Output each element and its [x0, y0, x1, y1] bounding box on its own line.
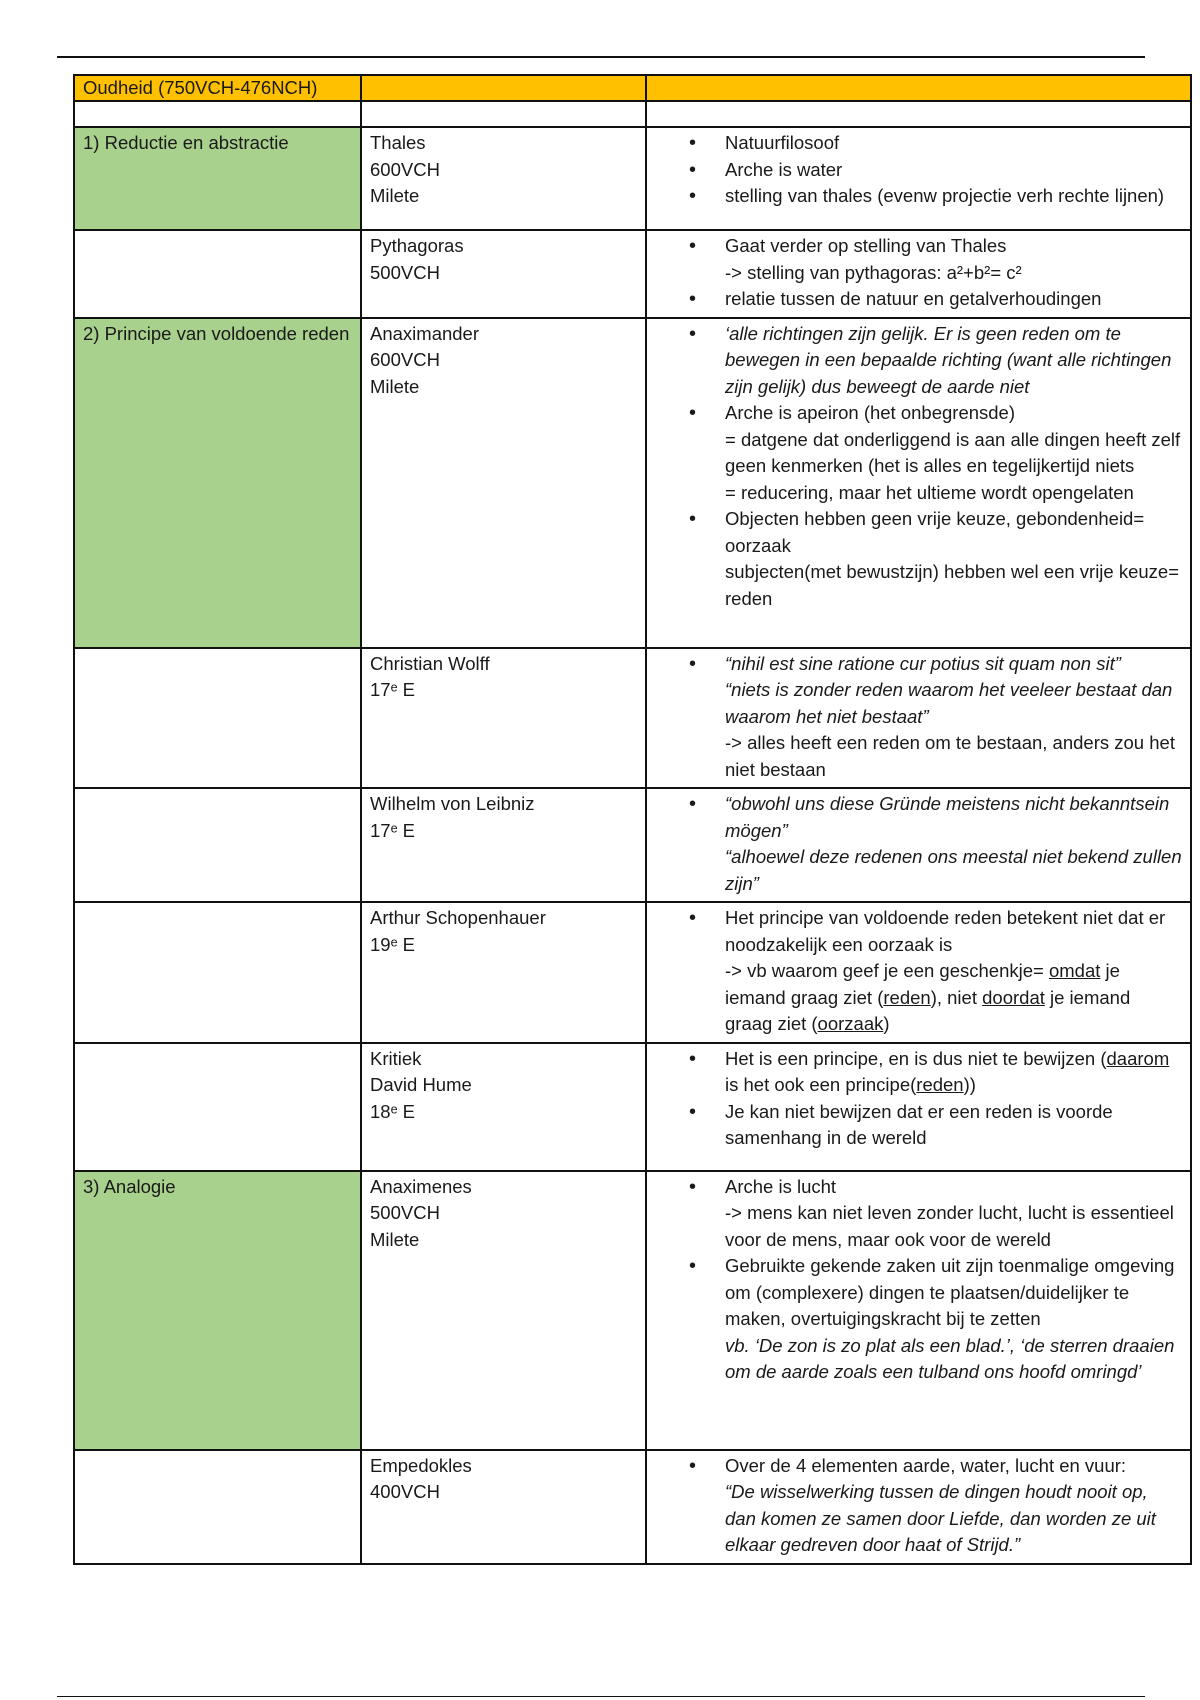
philosopher-detail: 17ᵉ E — [370, 679, 415, 700]
note-text: Arche is apeiron (het onbegrensde) — [725, 402, 1016, 423]
notes-table — [73, 74, 1192, 1565]
note-text: Gebruikte gekende zaken uit zijn toenmalige omgeving om (complexere) dingen te plaatsen/duidelijker te maken, overtuigingskracht bij te zetten — [725, 1255, 1175, 1329]
note-line — [725, 233, 1182, 260]
note-line — [725, 400, 1182, 427]
note-line — [725, 1099, 1182, 1152]
bullet-item — [725, 506, 1182, 612]
period-title: Oudheid (750VCH-476NCH) — [74, 75, 361, 101]
note-text: Het is een principe, en is dus niet te bewijzen ( — [725, 1047, 1107, 1069]
note-line — [725, 506, 1182, 559]
note-text: Het principe van voldoende reden betekent niet dat er noodzakelijk een oorzaak is — [725, 907, 1166, 955]
note-text: Over de 4 elementen aarde, water, lucht en vuur: — [725, 1454, 1127, 1476]
philosopher-name: Arthur Schopenhauer — [370, 907, 546, 928]
note-text: je iemand graag ziet ( — [725, 986, 1131, 1034]
underlined-term: reden — [883, 986, 931, 1008]
note-line — [725, 677, 1182, 730]
note-text: Arche is lucht — [725, 1175, 837, 1197]
philosopher-cell — [361, 1450, 646, 1564]
note-line — [725, 905, 1182, 958]
bullet-item — [725, 1046, 1182, 1099]
note-text: relatie tussen de natuur en getalverhoudingen — [725, 288, 1102, 309]
note-line — [725, 1046, 1182, 1099]
section-row — [74, 902, 1191, 1043]
bullet-list — [655, 905, 1182, 1038]
philosopher-detail: David Hume — [370, 1074, 472, 1095]
note-line — [725, 791, 1182, 844]
underlined-term: omdat — [1048, 960, 1101, 981]
section-row — [74, 230, 1191, 318]
section-row — [74, 1043, 1191, 1171]
topic-cell: 3) Analogie — [74, 1171, 361, 1450]
philosopher-name: Christian Wolff — [370, 652, 490, 674]
header-rule — [57, 56, 1145, 58]
philosopher-name: Thales — [370, 132, 426, 153]
note-text: je iemand graag ziet ( — [725, 960, 1120, 1008]
philosopher-cell — [361, 1171, 646, 1450]
note-line — [725, 1174, 1182, 1201]
topic-cell — [74, 902, 361, 1043]
philosopher-cell — [361, 788, 646, 902]
philosopher-name: Pythagoras — [370, 235, 464, 256]
philosopher-cell — [361, 902, 646, 1043]
notes-cell — [646, 1043, 1191, 1171]
header-cell-empty — [361, 75, 646, 101]
philosopher-cell — [361, 318, 646, 648]
topic-cell: 2) Principe van voldoende reden — [74, 318, 361, 648]
bullet-item — [725, 157, 1182, 184]
note-text: Gaat verder op stelling van Thales — [725, 235, 1007, 256]
bullet-list — [655, 321, 1182, 613]
note-text: )) — [963, 1074, 976, 1095]
notes-cell — [646, 788, 1191, 902]
note-line — [725, 844, 1182, 897]
bullet-item — [725, 321, 1182, 401]
notes-cell — [646, 648, 1191, 789]
underlined-term: daarom — [1106, 1047, 1170, 1069]
notes-cell — [646, 902, 1191, 1043]
bullet-item — [725, 233, 1182, 286]
philosopher-detail: 400VCH — [370, 1481, 440, 1502]
note-text: stelling van thales (evenw projectie verh rechte lijnen) — [725, 185, 1165, 206]
philosopher-detail: 19ᵉ E — [370, 933, 415, 955]
note-text: -> mens kan niet leven zonder lucht, lucht is essentieel voor de mens, maar ook voor de wereld — [725, 1202, 1174, 1250]
notes-cell — [646, 1450, 1191, 1564]
blank-cell — [646, 101, 1191, 127]
note-line — [725, 321, 1182, 401]
section-row — [74, 648, 1191, 789]
philosopher-cell — [361, 1043, 646, 1171]
note-line — [725, 1200, 1182, 1253]
note-line — [725, 480, 1182, 507]
philosopher-detail: Milete — [370, 1228, 420, 1250]
bullet-item — [725, 1099, 1182, 1152]
note-text: Objecten hebben geen vrije keuze, gebondenheid= oorzaak — [725, 508, 1145, 556]
bullet-item — [725, 905, 1182, 1038]
footer-rule — [57, 1696, 1145, 1697]
note-line — [725, 183, 1182, 210]
notes-cell — [646, 318, 1191, 648]
note-text: “niets is zonder reden waarom het veeleer bestaat dan waarom het niet bestaat” — [725, 679, 1173, 727]
note-text: “nihil est sine ratione cur potius sit quam non sit” — [725, 652, 1121, 674]
note-text: Je kan niet bewijzen dat er een reden is voorde samenhang in de wereld — [725, 1100, 1113, 1148]
bullet-list — [655, 130, 1182, 210]
notes-cell — [646, 127, 1191, 230]
section-row — [74, 1171, 1191, 1450]
philosopher-name: Anaximander — [370, 322, 480, 344]
note-line — [725, 559, 1182, 612]
note-line — [725, 130, 1182, 157]
topic-cell — [74, 1450, 361, 1564]
section-row — [74, 1450, 1191, 1564]
bullet-item — [725, 1453, 1182, 1559]
bullet-list — [655, 1046, 1182, 1152]
bullet-item — [725, 130, 1182, 157]
blank-cell — [361, 101, 646, 127]
topic-cell — [74, 648, 361, 789]
note-text: is het ook een principe( — [725, 1074, 917, 1095]
philosopher-name: Empedokles — [370, 1454, 472, 1476]
section-row — [74, 127, 1191, 230]
bullet-list — [655, 233, 1182, 313]
philosopher-name: Wilhelm von Leibniz — [370, 793, 535, 814]
philosopher-name: Kritiek — [370, 1047, 422, 1069]
note-text: subjecten(met bewustzijn) hebben wel een vrije keuze= reden — [725, 561, 1180, 609]
section-row — [74, 318, 1191, 648]
notes-cell — [646, 1171, 1191, 1450]
bullet-item — [725, 651, 1182, 784]
note-line — [725, 1253, 1182, 1333]
bullet-list — [655, 1174, 1182, 1386]
topic-cell — [74, 788, 361, 902]
bullet-item — [725, 400, 1182, 506]
topic-cell — [74, 1043, 361, 1171]
philosopher-cell — [361, 230, 646, 318]
bullet-list — [655, 651, 1182, 784]
note-text: Arche is water — [725, 158, 843, 180]
underlined-term: reden — [916, 1074, 964, 1095]
notes-cell — [646, 230, 1191, 318]
philosopher-detail: 600VCH — [370, 158, 440, 180]
note-line — [725, 958, 1182, 1038]
note-text: Natuurfilosoof — [725, 132, 840, 153]
philosopher-cell — [361, 127, 646, 230]
note-text: “alhoewel deze redenen ons meestal niet bekend zullen zijn” — [725, 846, 1182, 894]
note-text: -> alles heeft een reden om te bestaan, anders zou het niet bestaan — [725, 732, 1175, 780]
section-row — [74, 788, 1191, 902]
note-line — [725, 427, 1182, 480]
note-line — [725, 1479, 1182, 1559]
blank-row — [74, 101, 1191, 127]
note-line — [725, 286, 1182, 313]
topic-cell — [74, 230, 361, 318]
header-row — [74, 75, 1191, 101]
note-text: “obwohl uns diese Gründe meistens nicht bekanntsein mögen” — [725, 793, 1170, 841]
philosopher-detail: 18ᵉ E — [370, 1100, 415, 1122]
note-text: ) — [883, 1013, 890, 1034]
note-text: ‘alle richtingen zijn gelijk. Er is geen reden om te bewegen in een bepaalde richting (want alle richtingen zijn gelijk) dus beweegt de aarde niet — [725, 322, 1172, 397]
philosopher-cell — [361, 648, 646, 789]
philosopher-detail: 600VCH — [370, 349, 440, 370]
philosopher-detail: 500VCH — [370, 261, 440, 283]
bullet-item — [725, 286, 1182, 313]
note-line — [725, 1333, 1182, 1386]
note-line — [725, 1453, 1182, 1480]
note-text: “De wisselwerking tussen de dingen houdt nooit op, dan komen ze samen door Liefde, dan worden ze uit elkaar gedreven door haat of Strijd.” — [725, 1481, 1156, 1555]
header-cell-empty — [646, 75, 1191, 101]
bullet-item — [725, 183, 1182, 210]
note-line — [725, 260, 1182, 287]
philosopher-name: Anaximenes — [370, 1175, 472, 1197]
blank-cell — [74, 101, 361, 127]
note-text: vb. ‘De zon is zo plat als een blad.’, ‘de sterren draaien om de aarde zoals een tulband ons hoofd omringd’ — [725, 1334, 1175, 1382]
note-line — [725, 730, 1182, 783]
bullet-item — [725, 791, 1182, 897]
bullet-item — [725, 1253, 1182, 1386]
philosopher-detail: 500VCH — [370, 1202, 440, 1223]
philosopher-detail: Milete — [370, 185, 420, 206]
note-text: ), niet — [930, 986, 983, 1008]
philosopher-detail: Milete — [370, 375, 420, 397]
bullet-list — [655, 1453, 1182, 1559]
underlined-term: oorzaak — [817, 1013, 884, 1034]
note-text: -> vb waarom geef je een geschenkje= — [725, 960, 1049, 981]
note-line — [725, 651, 1182, 678]
note-text: -> stelling van pythagoras: a²+b²= c² — [725, 261, 1022, 283]
note-text: = reducering, maar het ultieme wordt opengelaten — [725, 481, 1134, 503]
note-line — [725, 157, 1182, 184]
underlined-term: doordat — [982, 986, 1045, 1008]
topic-cell: 1) Reductie en abstractie — [74, 127, 361, 230]
bullet-list — [655, 791, 1182, 897]
note-text: = datgene dat onderliggend is aan alle dingen heeft zelf geen kenmerken (het is alles en tegelijkertijd niets — [725, 428, 1181, 476]
philosopher-detail: 17ᵉ E — [370, 819, 415, 841]
bullet-item — [725, 1174, 1182, 1254]
